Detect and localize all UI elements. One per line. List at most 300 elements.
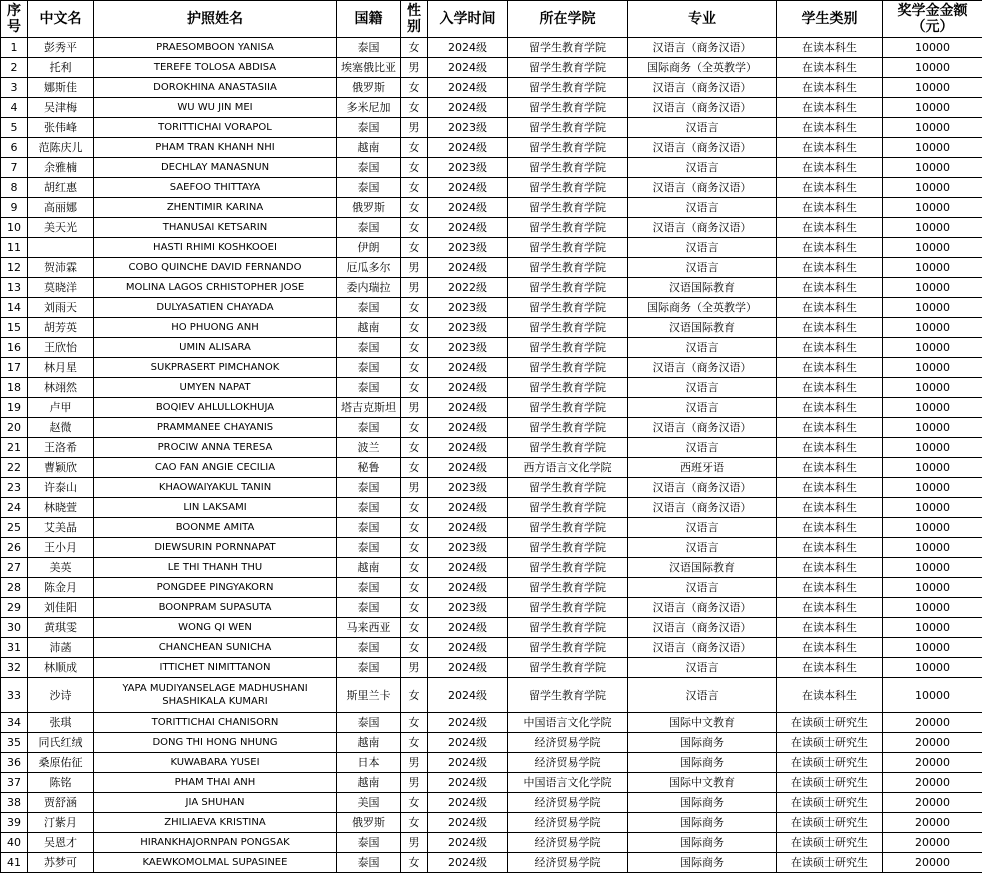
amount-cell: 10000 <box>883 98 982 118</box>
gender-cell: 女 <box>401 158 428 178</box>
major-cell: 汉语言 <box>628 438 777 458</box>
college-cell: 留学生教育学院 <box>508 358 628 378</box>
nationality-cell: 泰国 <box>337 38 401 58</box>
college-cell: 留学生教育学院 <box>508 78 628 98</box>
seq-cell: 36 <box>1 753 28 773</box>
student-category-cell: 在读本科生 <box>777 638 883 658</box>
amount-cell: 20000 <box>883 853 982 873</box>
table-row <box>1 773 982 793</box>
seq-cell: 11 <box>1 238 28 258</box>
passport-name-cell: KHAOWAIYAKUL TANIN <box>94 478 337 498</box>
passport-name-cell: LE THI THANH THU <box>94 558 337 578</box>
enroll-year-cell: 2024级 <box>428 98 508 118</box>
table-row <box>1 753 982 773</box>
table-row <box>1 258 982 278</box>
student-category-cell: 在读硕士研究生 <box>777 713 883 733</box>
passport-name-cell: CHANCHEAN SUNICHA <box>94 638 337 658</box>
college-cell: 留学生教育学院 <box>508 418 628 438</box>
nationality-cell: 日本 <box>337 753 401 773</box>
seq-cell: 1 <box>1 38 28 58</box>
amount-cell: 10000 <box>883 398 982 418</box>
amount-cell: 10000 <box>883 518 982 538</box>
amount-cell: 10000 <box>883 418 982 438</box>
nationality-cell: 厄瓜多尔 <box>337 258 401 278</box>
chinese-name-cell: 美天光 <box>28 218 94 238</box>
chinese-name-cell: 吴津梅 <box>28 98 94 118</box>
college-cell: 留学生教育学院 <box>508 658 628 678</box>
chinese-name-cell: 同氏红绒 <box>28 733 94 753</box>
passport-name-cell: BOONPRAM SUPASUTA <box>94 598 337 618</box>
passport-name-cell: HASTI RHIMI KOSHKOOEI <box>94 238 337 258</box>
amount-cell: 10000 <box>883 578 982 598</box>
enroll-year-cell: 2024级 <box>428 498 508 518</box>
passport-name-cell: SUKPRASERT PIMCHANOK <box>94 358 337 378</box>
amount-cell: 20000 <box>883 833 982 853</box>
amount-cell: 20000 <box>883 813 982 833</box>
enroll-year-cell: 2022级 <box>428 278 508 298</box>
header-enroll-year: 入学时间 <box>428 1 508 38</box>
student-category-cell: 在读本科生 <box>777 118 883 138</box>
enroll-year-cell: 2023级 <box>428 298 508 318</box>
seq-cell: 20 <box>1 418 28 438</box>
chinese-name-cell: 张伟峰 <box>28 118 94 138</box>
student-category-cell: 在读本科生 <box>777 678 883 713</box>
seq-cell: 25 <box>1 518 28 538</box>
gender-cell: 女 <box>401 578 428 598</box>
chinese-name-cell: 曹颖欣 <box>28 458 94 478</box>
major-cell: 汉语言 <box>628 538 777 558</box>
nationality-cell: 伊朗 <box>337 238 401 258</box>
enroll-year-cell: 2023级 <box>428 118 508 138</box>
seq-cell: 21 <box>1 438 28 458</box>
college-cell: 留学生教育学院 <box>508 298 628 318</box>
major-cell: 汉语言（商务汉语） <box>628 418 777 438</box>
seq-cell: 28 <box>1 578 28 598</box>
college-cell: 留学生教育学院 <box>508 498 628 518</box>
seq-cell: 10 <box>1 218 28 238</box>
header-passport-name: 护照姓名 <box>94 1 337 38</box>
seq-cell: 13 <box>1 278 28 298</box>
table-row <box>1 378 982 398</box>
seq-cell: 41 <box>1 853 28 873</box>
table-row <box>1 638 982 658</box>
student-category-cell: 在读硕士研究生 <box>777 813 883 833</box>
amount-cell: 20000 <box>883 793 982 813</box>
enroll-year-cell: 2024级 <box>428 38 508 58</box>
amount-cell: 10000 <box>883 338 982 358</box>
enroll-year-cell: 2024级 <box>428 458 508 478</box>
header-row <box>1 1 982 38</box>
gender-cell: 男 <box>401 833 428 853</box>
passport-name-cell: DECHLAY MANASNUN <box>94 158 337 178</box>
student-category-cell: 在读本科生 <box>777 378 883 398</box>
major-cell: 汉语言 <box>628 198 777 218</box>
enroll-year-cell: 2024级 <box>428 518 508 538</box>
header-student-category: 学生类别 <box>777 1 883 38</box>
amount-cell: 10000 <box>883 538 982 558</box>
college-cell: 留学生教育学院 <box>508 538 628 558</box>
nationality-cell: 泰国 <box>337 418 401 438</box>
nationality-cell: 泰国 <box>337 518 401 538</box>
amount-cell: 10000 <box>883 618 982 638</box>
table-row <box>1 658 982 678</box>
college-cell: 经济贸易学院 <box>508 833 628 853</box>
passport-name-cell: DOROKHINA ANASTASIIA <box>94 78 337 98</box>
major-cell: 国际商务 <box>628 853 777 873</box>
nationality-cell: 泰国 <box>337 833 401 853</box>
major-cell: 汉语言 <box>628 518 777 538</box>
student-category-cell: 在读本科生 <box>777 358 883 378</box>
nationality-cell: 越南 <box>337 773 401 793</box>
chinese-name-cell: 陈铭 <box>28 773 94 793</box>
college-cell: 留学生教育学院 <box>508 578 628 598</box>
table-body <box>1 38 982 873</box>
amount-cell: 10000 <box>883 258 982 278</box>
gender-cell: 女 <box>401 853 428 873</box>
college-cell: 留学生教育学院 <box>508 238 628 258</box>
seq-cell: 35 <box>1 733 28 753</box>
student-category-cell: 在读本科生 <box>777 298 883 318</box>
passport-name-cell: UMYEN NAPAT <box>94 378 337 398</box>
gender-cell: 女 <box>401 338 428 358</box>
amount-cell: 10000 <box>883 658 982 678</box>
college-cell: 留学生教育学院 <box>508 118 628 138</box>
major-cell: 国际中文教育 <box>628 713 777 733</box>
nationality-cell: 俄罗斯 <box>337 813 401 833</box>
passport-name-cell: WONG QI WEN <box>94 618 337 638</box>
nationality-cell: 泰国 <box>337 178 401 198</box>
passport-name-cell: MOLINA LAGOS CRHISTOPHER JOSE <box>94 278 337 298</box>
nationality-cell: 斯里兰卡 <box>337 678 401 713</box>
student-category-cell: 在读本科生 <box>777 518 883 538</box>
chinese-name-cell: 林顺成 <box>28 658 94 678</box>
seq-cell: 16 <box>1 338 28 358</box>
seq-cell: 19 <box>1 398 28 418</box>
chinese-name-cell: 托利 <box>28 58 94 78</box>
college-cell: 留学生教育学院 <box>508 278 628 298</box>
amount-cell: 10000 <box>883 598 982 618</box>
table-row <box>1 813 982 833</box>
student-category-cell: 在读本科生 <box>777 578 883 598</box>
seq-cell: 2 <box>1 58 28 78</box>
student-category-cell: 在读本科生 <box>777 178 883 198</box>
passport-name-cell: BOQIEV AHLULLOKHUJA <box>94 398 337 418</box>
college-cell: 留学生教育学院 <box>508 258 628 278</box>
seq-cell: 38 <box>1 793 28 813</box>
chinese-name-cell: 贺沛霖 <box>28 258 94 278</box>
chinese-name-cell: 彭秀平 <box>28 38 94 58</box>
passport-name-cell: PRAMMANEE CHAYANIS <box>94 418 337 438</box>
chinese-name-cell: 王欣怡 <box>28 338 94 358</box>
major-cell: 汉语言（商务汉语） <box>628 618 777 638</box>
nationality-cell: 波兰 <box>337 438 401 458</box>
enroll-year-cell: 2024级 <box>428 638 508 658</box>
table-row <box>1 518 982 538</box>
nationality-cell: 泰国 <box>337 378 401 398</box>
gender-cell: 女 <box>401 458 428 478</box>
amount-cell: 10000 <box>883 558 982 578</box>
enroll-year-cell: 2024级 <box>428 358 508 378</box>
gender-cell: 男 <box>401 753 428 773</box>
table-row <box>1 278 982 298</box>
passport-name-cell: LIN LAKSAMI <box>94 498 337 518</box>
table-row <box>1 238 982 258</box>
passport-name-cell: YAPA MUDIYANSELAGE MADHUSHANI SHASHIKALA KUMARI <box>94 678 337 713</box>
college-cell: 留学生教育学院 <box>508 338 628 358</box>
header-nationality: 国籍 <box>337 1 401 38</box>
passport-name-cell: PHAM THAI ANH <box>94 773 337 793</box>
major-cell: 国际商务 <box>628 813 777 833</box>
seq-cell: 40 <box>1 833 28 853</box>
student-category-cell: 在读本科生 <box>777 278 883 298</box>
table-row <box>1 618 982 638</box>
seq-cell: 12 <box>1 258 28 278</box>
enroll-year-cell: 2024级 <box>428 178 508 198</box>
amount-cell: 10000 <box>883 478 982 498</box>
enroll-year-cell: 2023级 <box>428 158 508 178</box>
student-category-cell: 在读本科生 <box>777 438 883 458</box>
nationality-cell: 泰国 <box>337 118 401 138</box>
amount-cell: 10000 <box>883 118 982 138</box>
seq-cell: 39 <box>1 813 28 833</box>
college-cell: 留学生教育学院 <box>508 518 628 538</box>
seq-cell: 8 <box>1 178 28 198</box>
gender-cell: 女 <box>401 218 428 238</box>
college-cell: 留学生教育学院 <box>508 398 628 418</box>
student-category-cell: 在读本科生 <box>777 198 883 218</box>
seq-cell: 24 <box>1 498 28 518</box>
passport-name-cell: TORITTICHAI CHANISORN <box>94 713 337 733</box>
chinese-name-cell: 刘佳阳 <box>28 598 94 618</box>
enroll-year-cell: 2024级 <box>428 793 508 813</box>
major-cell: 汉语言（商务汉语） <box>628 498 777 518</box>
college-cell: 留学生教育学院 <box>508 438 628 458</box>
gender-cell: 女 <box>401 598 428 618</box>
enroll-year-cell: 2024级 <box>428 578 508 598</box>
table-row <box>1 438 982 458</box>
table-row <box>1 678 982 713</box>
passport-name-cell: SAEFOO THITTAYA <box>94 178 337 198</box>
gender-cell: 女 <box>401 98 428 118</box>
college-cell: 经济贸易学院 <box>508 813 628 833</box>
student-category-cell: 在读本科生 <box>777 38 883 58</box>
major-cell: 国际中文教育 <box>628 773 777 793</box>
chinese-name-cell: 苏梦可 <box>28 853 94 873</box>
college-cell: 留学生教育学院 <box>508 478 628 498</box>
table-row <box>1 733 982 753</box>
amount-cell: 10000 <box>883 438 982 458</box>
student-category-cell: 在读硕士研究生 <box>777 793 883 813</box>
student-category-cell: 在读本科生 <box>777 138 883 158</box>
passport-name-cell: UMIN ALISARA <box>94 338 337 358</box>
table-row <box>1 478 982 498</box>
gender-cell: 女 <box>401 78 428 98</box>
seq-cell: 26 <box>1 538 28 558</box>
gender-cell: 男 <box>401 398 428 418</box>
table-row <box>1 538 982 558</box>
amount-cell: 10000 <box>883 678 982 713</box>
table-row <box>1 398 982 418</box>
enroll-year-cell: 2024级 <box>428 853 508 873</box>
table-row <box>1 118 982 138</box>
college-cell: 经济贸易学院 <box>508 793 628 813</box>
nationality-cell: 泰国 <box>337 478 401 498</box>
student-category-cell: 在读硕士研究生 <box>777 753 883 773</box>
amount-cell: 10000 <box>883 458 982 478</box>
passport-name-cell: TORITTICHAI VORAPOL <box>94 118 337 138</box>
amount-cell: 20000 <box>883 753 982 773</box>
table-row <box>1 598 982 618</box>
major-cell: 汉语国际教育 <box>628 278 777 298</box>
table-row <box>1 713 982 733</box>
major-cell: 国际商务 <box>628 753 777 773</box>
passport-name-cell: KAEWKOMOLMAL SUPASINEE <box>94 853 337 873</box>
enroll-year-cell: 2024级 <box>428 753 508 773</box>
amount-cell: 10000 <box>883 58 982 78</box>
amount-cell: 10000 <box>883 318 982 338</box>
chinese-name-cell: 卢甲 <box>28 398 94 418</box>
major-cell: 国际商务 <box>628 833 777 853</box>
enroll-year-cell: 2024级 <box>428 418 508 438</box>
nationality-cell: 俄罗斯 <box>337 78 401 98</box>
seq-cell: 18 <box>1 378 28 398</box>
major-cell: 汉语言（商务汉语） <box>628 178 777 198</box>
table-row <box>1 498 982 518</box>
major-cell: 汉语言 <box>628 378 777 398</box>
table-row <box>1 853 982 873</box>
major-cell: 汉语言 <box>628 338 777 358</box>
gender-cell: 男 <box>401 118 428 138</box>
amount-cell: 10000 <box>883 238 982 258</box>
gender-cell: 女 <box>401 438 428 458</box>
header-amount: 奖学金金额（元） <box>883 1 982 38</box>
seq-cell: 23 <box>1 478 28 498</box>
amount-cell: 10000 <box>883 178 982 198</box>
major-cell: 汉语言 <box>628 118 777 138</box>
gender-cell: 女 <box>401 178 428 198</box>
passport-name-cell: KUWABARA YUSEI <box>94 753 337 773</box>
table-row <box>1 298 982 318</box>
gender-cell: 男 <box>401 58 428 78</box>
enroll-year-cell: 2024级 <box>428 198 508 218</box>
college-cell: 留学生教育学院 <box>508 318 628 338</box>
major-cell: 西班牙语 <box>628 458 777 478</box>
student-category-cell: 在读本科生 <box>777 398 883 418</box>
gender-cell: 女 <box>401 558 428 578</box>
enroll-year-cell: 2024级 <box>428 398 508 418</box>
header-gender: 性别 <box>401 1 428 38</box>
gender-cell: 女 <box>401 318 428 338</box>
chinese-name-cell: 艾美晶 <box>28 518 94 538</box>
college-cell: 留学生教育学院 <box>508 158 628 178</box>
major-cell: 汉语言（商务汉语） <box>628 38 777 58</box>
chinese-name-cell: 林月星 <box>28 358 94 378</box>
nationality-cell: 马来西亚 <box>337 618 401 638</box>
enroll-year-cell: 2023级 <box>428 478 508 498</box>
gender-cell: 女 <box>401 138 428 158</box>
student-category-cell: 在读本科生 <box>777 238 883 258</box>
passport-name-cell: DIEWSURIN PORNNAPAT <box>94 538 337 558</box>
major-cell: 汉语言 <box>628 158 777 178</box>
enroll-year-cell: 2024级 <box>428 438 508 458</box>
college-cell: 留学生教育学院 <box>508 198 628 218</box>
chinese-name-cell: 许泰山 <box>28 478 94 498</box>
seq-cell: 6 <box>1 138 28 158</box>
gender-cell: 女 <box>401 813 428 833</box>
enroll-year-cell: 2023级 <box>428 318 508 338</box>
table-row <box>1 793 982 813</box>
gender-cell: 女 <box>401 38 428 58</box>
student-category-cell: 在读本科生 <box>777 318 883 338</box>
amount-cell: 20000 <box>883 713 982 733</box>
seq-cell: 32 <box>1 658 28 678</box>
enroll-year-cell: 2023级 <box>428 538 508 558</box>
amount-cell: 10000 <box>883 198 982 218</box>
gender-cell: 女 <box>401 518 428 538</box>
college-cell: 留学生教育学院 <box>508 58 628 78</box>
nationality-cell: 泰国 <box>337 638 401 658</box>
chinese-name-cell: 胡芳英 <box>28 318 94 338</box>
amount-cell: 20000 <box>883 773 982 793</box>
student-category-cell: 在读本科生 <box>777 478 883 498</box>
passport-name-cell: COBO QUINCHE DAVID FERNANDO <box>94 258 337 278</box>
table-row <box>1 138 982 158</box>
nationality-cell: 泰国 <box>337 298 401 318</box>
gender-cell: 女 <box>401 498 428 518</box>
student-category-cell: 在读本科生 <box>777 58 883 78</box>
seq-cell: 14 <box>1 298 28 318</box>
college-cell: 经济贸易学院 <box>508 753 628 773</box>
header-major: 专业 <box>628 1 777 38</box>
student-category-cell: 在读本科生 <box>777 598 883 618</box>
passport-name-cell: HIRANKHAJORNPAN PONGSAK <box>94 833 337 853</box>
chinese-name-cell <box>28 238 94 258</box>
table-row <box>1 418 982 438</box>
amount-cell: 10000 <box>883 218 982 238</box>
passport-name-cell: ZHENTIMIR KARINA <box>94 198 337 218</box>
student-category-cell: 在读本科生 <box>777 98 883 118</box>
gender-cell: 女 <box>401 733 428 753</box>
enroll-year-cell: 2024级 <box>428 78 508 98</box>
enroll-year-cell: 2024级 <box>428 258 508 278</box>
student-category-cell: 在读本科生 <box>777 418 883 438</box>
gender-cell: 男 <box>401 278 428 298</box>
enroll-year-cell: 2024级 <box>428 773 508 793</box>
enroll-year-cell: 2024级 <box>428 658 508 678</box>
student-category-cell: 在读本科生 <box>777 338 883 358</box>
gender-cell: 男 <box>401 773 428 793</box>
seq-cell: 37 <box>1 773 28 793</box>
amount-cell: 10000 <box>883 498 982 518</box>
chinese-name-cell: 张琪 <box>28 713 94 733</box>
student-category-cell: 在读本科生 <box>777 618 883 638</box>
table-row <box>1 158 982 178</box>
gender-cell: 女 <box>401 198 428 218</box>
passport-name-cell: DONG THI HONG NHUNG <box>94 733 337 753</box>
nationality-cell: 多米尼加 <box>337 98 401 118</box>
chinese-name-cell: 刘雨天 <box>28 298 94 318</box>
major-cell: 汉语言（商务汉语） <box>628 638 777 658</box>
amount-cell: 20000 <box>883 733 982 753</box>
enroll-year-cell: 2024级 <box>428 733 508 753</box>
nationality-cell: 泰国 <box>337 538 401 558</box>
college-cell: 西方语言文化学院 <box>508 458 628 478</box>
nationality-cell: 泰国 <box>337 713 401 733</box>
passport-name-cell: PHAM TRAN KHANH NHI <box>94 138 337 158</box>
enroll-year-cell: 2023级 <box>428 598 508 618</box>
passport-name-cell: DULYASATIEN CHAYADA <box>94 298 337 318</box>
college-cell: 留学生教育学院 <box>508 618 628 638</box>
